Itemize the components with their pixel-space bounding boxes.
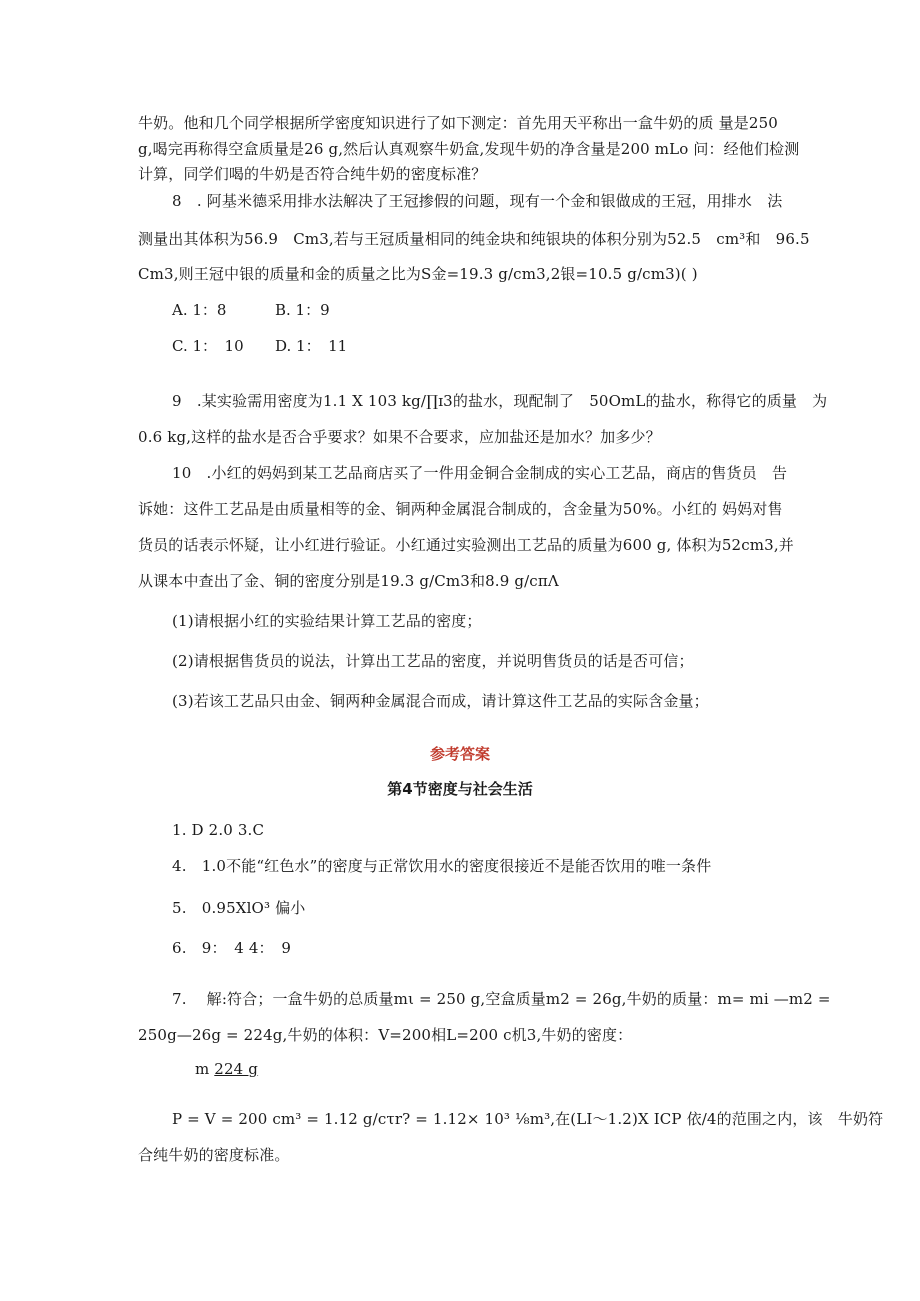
- q8-option-a: A. 1：8: [172, 301, 227, 319]
- q10-text-line-1: 10 .小红的妈妈到某工艺品商店买了一件用金铜合金制成的实心工艺品，商店的售货员 告: [172, 464, 788, 482]
- fraction-numerator: 224 g: [214, 1060, 259, 1078]
- answer-7-line-5: 合纯牛奶的密度标准。: [138, 1146, 290, 1164]
- answer-6: 6. 9： 4 4： 9: [172, 939, 292, 957]
- q10-text-line-4: 从课本中查出了金、铜的密度分别是19.3 g/Cm3和8.9 g∕cπΛ: [138, 572, 559, 590]
- q10-text-line-2: 诉她：这件工艺品是由质量相等的金、铜两种金属混合制成的，含金量为50%。小红的 妈妈对售: [138, 500, 783, 518]
- q7-text-line-3: 计算，同学们喝的牛奶是否符合纯牛奶的密度标准？: [138, 165, 487, 183]
- answers-heading: 参考答案: [429, 745, 490, 763]
- answer-5: 5. 0.95XlO³ 偏小: [172, 899, 306, 917]
- fraction-label-m: m: [195, 1060, 210, 1078]
- answer-7-line-4: P = V = 200 cm³ = 1.12 g∕cτr? = 1.12× 10³ ⅛m³,在(LI〜1.2)X ICP 依/4的范围之内，该 牛奶符: [172, 1110, 884, 1128]
- q8-text-line-1: 8 . 阿基米德采用排水法解决了王冠掺假的问题，现有一个金和银做成的王冠，用排水 法: [172, 192, 783, 210]
- q8-option-d: D. 1： 11: [275, 337, 348, 355]
- answer-1-3: 1. D 2.0 3.C: [172, 821, 265, 839]
- q10-subquestion-1: (1)请根据小红的实验结果计算工艺品的密度；: [172, 612, 482, 630]
- q10-subquestion-3: (3)若该工艺品只由金、铜两种金属混合而成，请计算这件工艺品的实际含金量；: [172, 692, 709, 710]
- section-title: 第4节密度与社会生活: [387, 780, 533, 798]
- q9-text-line-1: 9 .某实验需用密度为1.1 X 103 kg/∏ɪ3的盐水，现配制了 50OmL的盐水，称得它的质量 为: [172, 392, 828, 410]
- answer-7-fraction: [195, 1059, 258, 1079]
- q10-text-line-3: 货员的话表示怀疑，让小红进行验证。小红通过实验测出工艺品的质量为600 g, 体积为52cm3,并: [138, 536, 794, 554]
- answer-7-line-2: 250g—26g = 224g,牛奶的体积：V=200相L=200 c机3,牛奶的密度：: [138, 1026, 633, 1044]
- q8-option-b: B. 1：9: [275, 301, 330, 319]
- q10-subquestion-2: (2)请根据售货员的说法，计算出工艺品的密度，并说明售货员的话是否可信；: [172, 652, 694, 670]
- q8-option-c: C. 1： 10: [172, 337, 244, 355]
- q7-text-line-1: 牛奶。他和几个同学根据所学密度知识进行了如下测定：首先用天平称出一盒牛奶的质 量是250: [138, 114, 779, 132]
- q8-text-line-3: Cm3,则王冠中银的质量和金的质量之比为S金=19.3 g/cm3,2银=10.5 g/cm3)( ): [138, 265, 698, 283]
- answer-4: 4. 1.0不能“红色水”的密度与正常饮用水的密度很接近不是能否饮用的唯一条件: [172, 857, 712, 875]
- q8-text-line-2: 测量出其体积为56.9 Cm3,若与王冠质量相同的纯金块和纯银块的体积分别为52.5 cm³和 96.5: [138, 230, 810, 248]
- q9-text-line-2: 0.6 kg,这样的盐水是否合乎要求？如果不合要求，应加盐还是加水？加多少？: [138, 428, 661, 446]
- answer-7-line-1: 7. 解:符合；一盒牛奶的总质量mι = 250 g,空盒质量m2 = 26g,牛奶的质量：m= mi —m2 =: [172, 990, 831, 1008]
- q7-text-line-2: g,喝完再称得空盒质量是26 g,然后认真观察牛奶盒,发现牛奶的净含量是200 mLo 问：经他们检测: [138, 140, 800, 158]
